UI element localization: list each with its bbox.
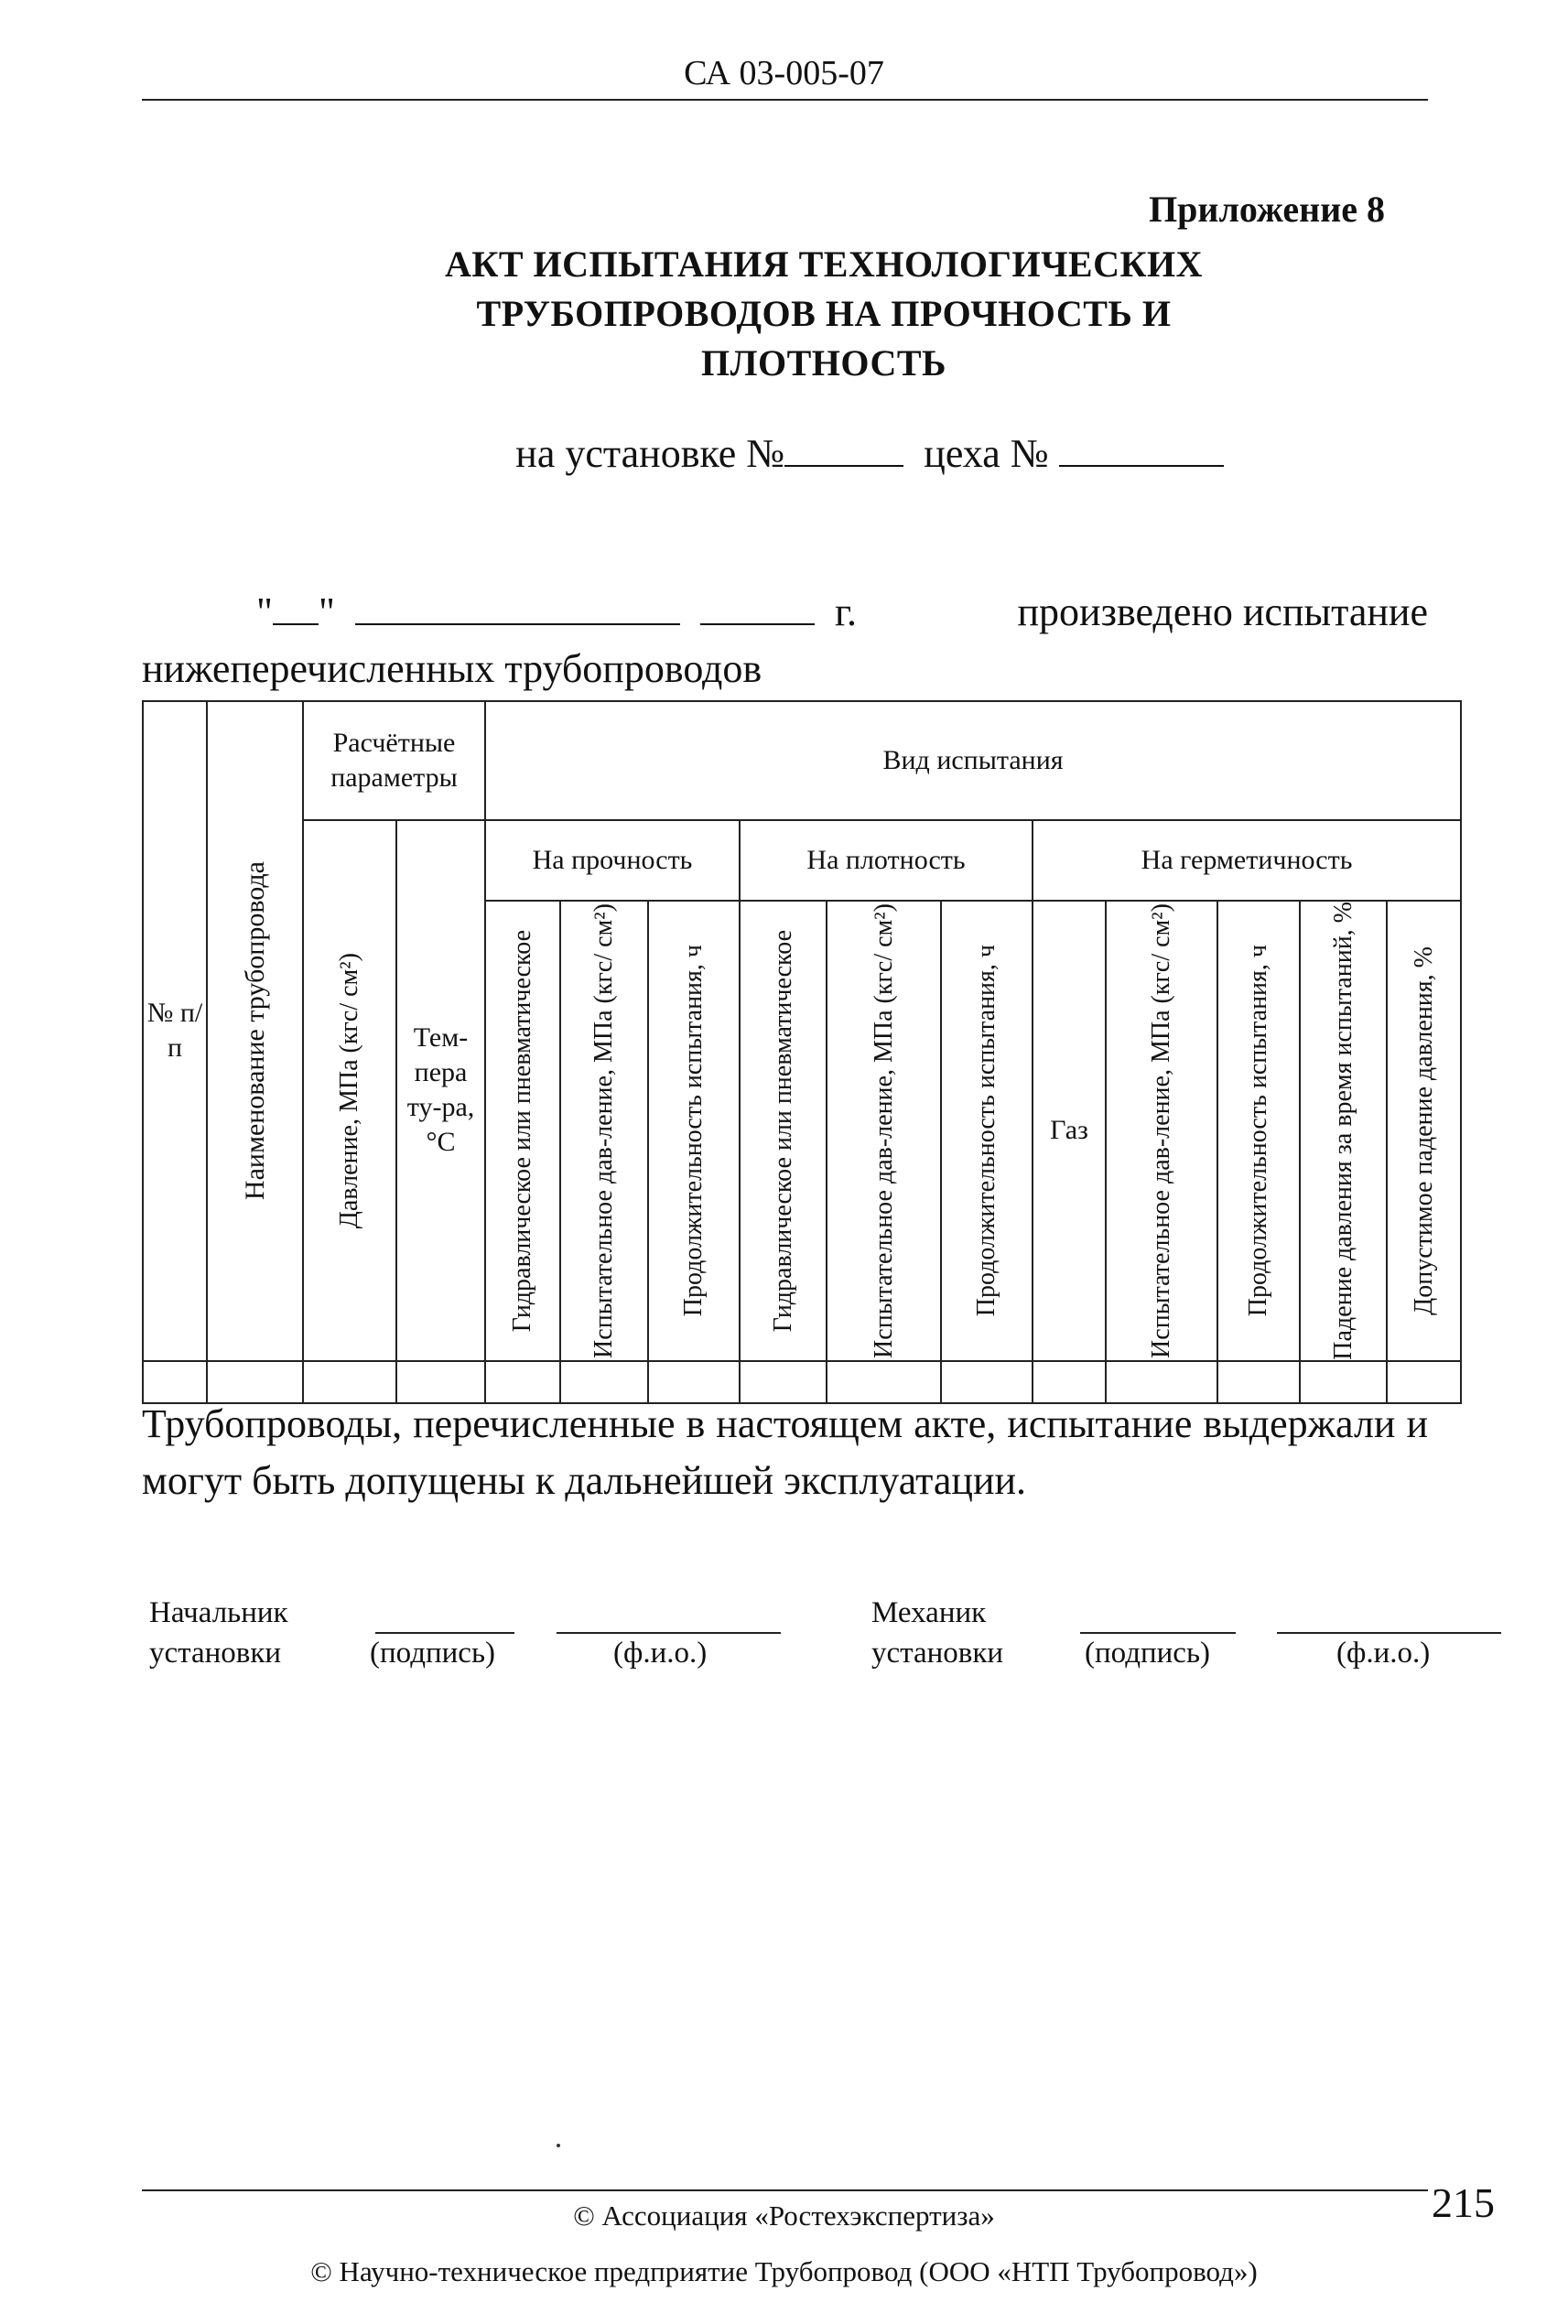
pressure-header: Давление, МПа (кгс/ см²)	[303, 820, 396, 1361]
quote-open: "	[256, 589, 273, 634]
chief-label: Начальник установки	[149, 1596, 288, 1670]
col-number-header: № п/п	[143, 701, 207, 1361]
installation-line	[275, 430, 1465, 477]
col-name-header: Наименование трубопровода	[207, 701, 303, 1361]
temperature-header: Тем-пера ту-ра, °С	[396, 820, 485, 1361]
title-line-3: ПЛОТНОСТЬ	[701, 342, 946, 384]
chief-fio-caption: (ф.и.о.)	[613, 1637, 708, 1670]
strength-duration-header: Продолжительность испытания, ч	[648, 901, 740, 1361]
mechanic-label: Механик установки	[871, 1596, 1004, 1670]
tightness-header: На герметичность	[1033, 820, 1461, 901]
tightness-duration-header: Продолжительность испытания, ч	[1217, 901, 1300, 1361]
workshop-number-field[interactable]	[1059, 432, 1224, 467]
test-table	[142, 700, 1462, 1404]
footer-copyright-2: © Научно-техническое предприятие Трубопровод (ООО «НТП Трубопровод»)	[310, 2255, 1258, 2287]
quote-close: "	[318, 589, 335, 634]
strength-pressure-header: Испытательное дав-ление, МПа (кгс/ см²)	[560, 901, 648, 1361]
strength-hydro-header: Гидравлическое или пневматическое	[485, 901, 560, 1361]
intro-line-2: нижеперечисленных трубопроводов	[142, 646, 762, 691]
footer-copyright-1: © Ассоциация «Ростехэкспертиза»	[573, 2200, 995, 2232]
day-field[interactable]	[273, 590, 319, 625]
conclusion-text: Трубопроводы, перечисленные в настоящем акте, испытание выдержали и могут быть допущены к дальнейшей эксплуатации.	[142, 1401, 1428, 1503]
year-suffix: г.	[834, 589, 858, 634]
page-number: 215	[1432, 2179, 1495, 2226]
scan-dot	[557, 2144, 560, 2147]
installation-number-field[interactable]	[784, 432, 903, 467]
gas-header: Газ	[1033, 901, 1106, 1361]
pressure-drop-header: Падение давления за время испытаний, %	[1300, 901, 1387, 1361]
appendix-label: Приложение 8	[1149, 189, 1385, 230]
title-line-1: АКТ ИСПЫТАНИЯ ТЕХНОЛОГИЧЕСКИХ	[444, 243, 1204, 285]
document-code: СА 03-005-07	[684, 54, 884, 92]
density-header: На плотность	[740, 820, 1033, 901]
chief-signature-caption: (подпись)	[370, 1637, 495, 1670]
strength-header: На прочность	[485, 820, 740, 901]
document-title	[229, 240, 1419, 388]
year-field[interactable]	[700, 590, 815, 625]
calc-params-header: Расчётные параметры	[303, 701, 485, 820]
density-pressure-header: Испытательное дав-ление, МПа (кгс/ см²)	[827, 901, 941, 1361]
intro-paragraph	[142, 584, 1428, 697]
density-hydro-header: Гидравлическое или пневматическое	[740, 901, 827, 1361]
title-line-2: ТРУБОПРОВОДОВ НА ПРОЧНОСТЬ И	[476, 293, 1172, 334]
intro-text-end: произведено испытание	[1017, 589, 1428, 634]
mechanic-fio-caption: (ф.и.о.)	[1336, 1637, 1431, 1670]
allowed-drop-header: Допустимое падение давления, %	[1387, 901, 1461, 1361]
test-type-header: Вид испытания	[485, 701, 1461, 820]
mechanic-signature-caption: (подпись)	[1085, 1637, 1210, 1670]
density-duration-header: Продолжительность испытания, ч	[941, 901, 1033, 1361]
month-field[interactable]	[355, 590, 680, 625]
installation-label: на установке №	[515, 431, 785, 476]
tightness-pressure-header: Испытательное дав-ление, МПа (кгс/ см²)	[1106, 901, 1217, 1361]
footer-rule	[142, 2189, 1428, 2191]
header-rule	[142, 99, 1428, 101]
workshop-label: цеха №	[924, 431, 1049, 476]
